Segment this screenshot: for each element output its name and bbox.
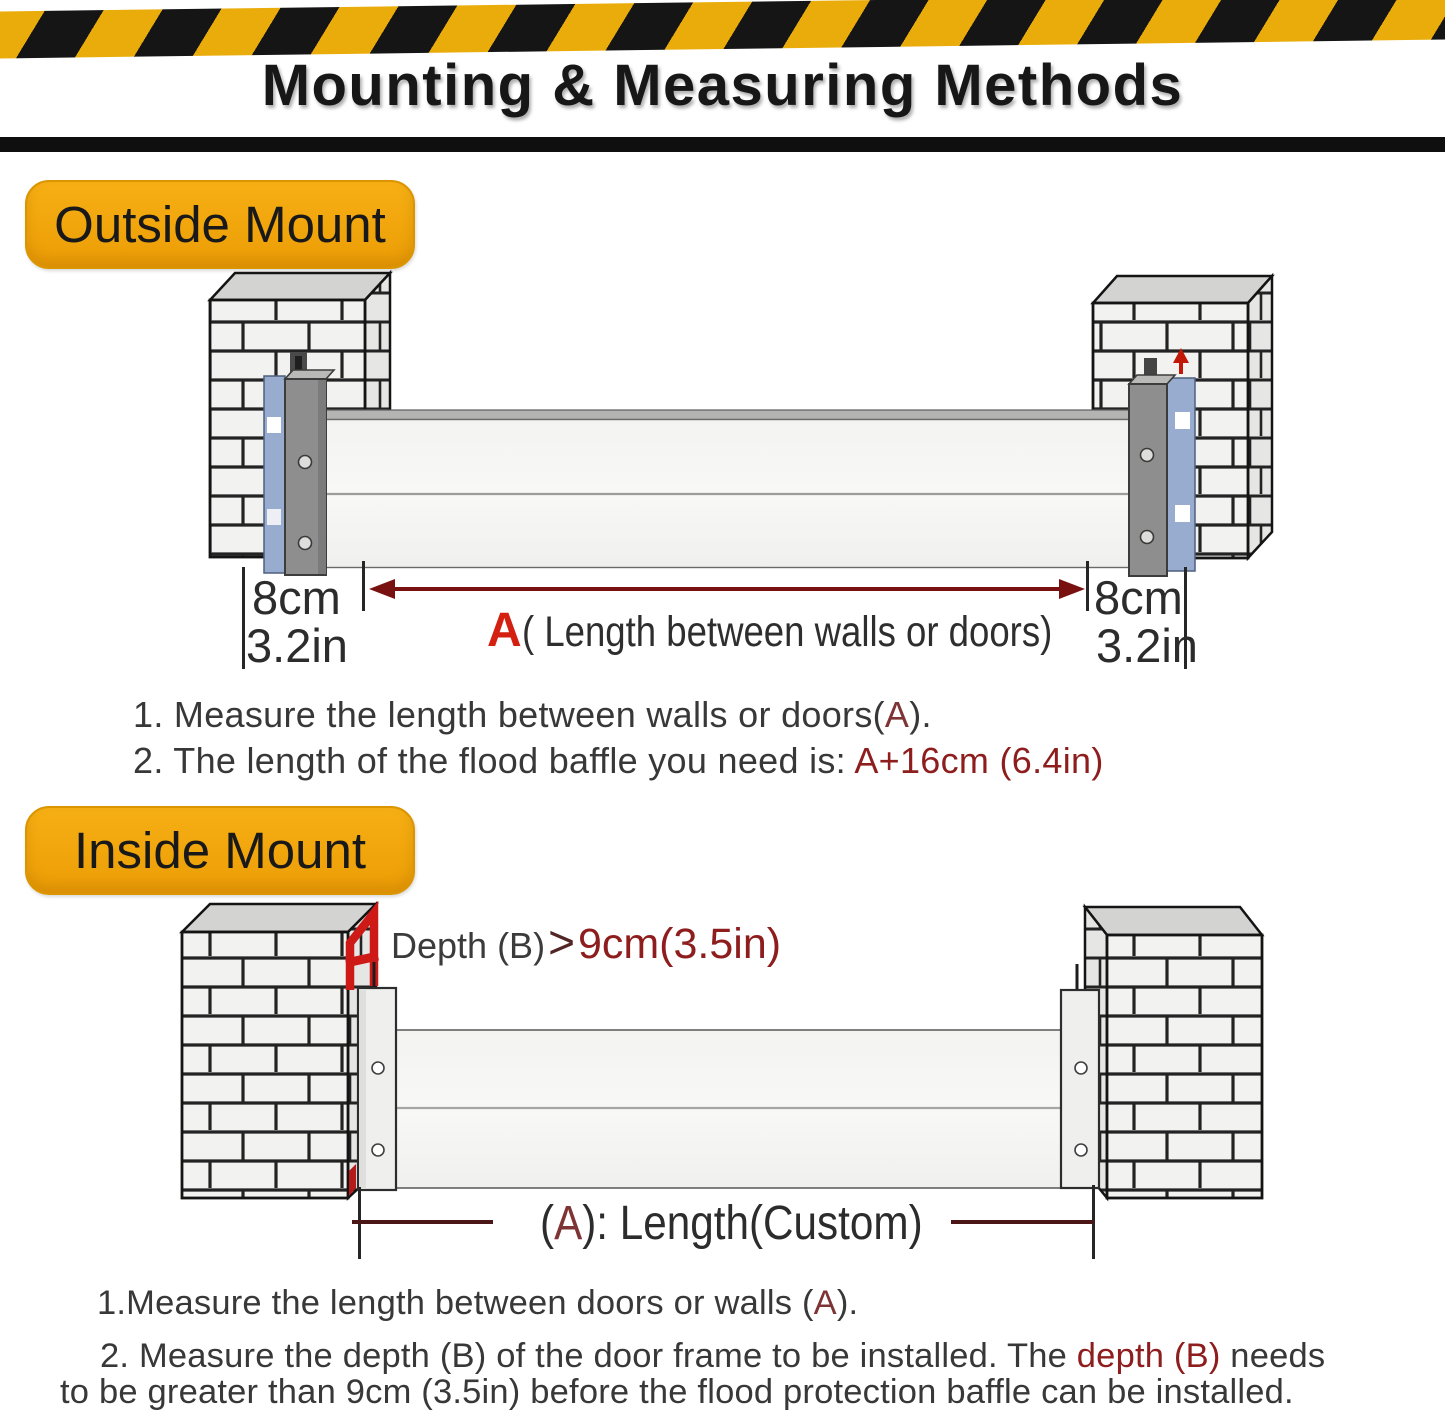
screw-hole-icon [299, 537, 312, 550]
right-pillar-groove [1144, 358, 1157, 375]
hazard-stripe-banner [0, 0, 1445, 59]
outside-instruction-1 [133, 694, 932, 736]
length-a-text: ( Length between walls or doors) [521, 608, 1052, 656]
screw-hole-icon [372, 1062, 384, 1074]
screw-hole-icon [1141, 531, 1154, 544]
inside-mount-badge-label: Inside Mount [73, 822, 366, 879]
length-a-accent: A [487, 604, 522, 657]
instruction-accent: A [884, 694, 910, 735]
inside-instruction-2-cont [60, 1373, 1294, 1412]
outside-mount-badge [25, 180, 415, 269]
right-offset-inch: 3.2in [1096, 619, 1198, 672]
dim-segment-right [951, 1220, 1094, 1224]
inside-instruction-2 [100, 1337, 1325, 1376]
instruction-text: ). [909, 694, 932, 735]
greater-than-icon: > [548, 916, 575, 968]
dim-tick-left [362, 561, 365, 611]
label-text: ): Length(Custom) [582, 1197, 923, 1250]
screw-hole-icon [1141, 449, 1154, 462]
depth-b-value: 9cm(3.5in) [577, 920, 782, 968]
inside-instruction-1 [97, 1284, 858, 1323]
instruction-accent: A [813, 1284, 837, 1322]
left-wall-bracket [264, 376, 285, 573]
left-offset-inch: 3.2in [246, 619, 348, 672]
screw-hole-icon [372, 1144, 384, 1156]
label-accent: A [554, 1197, 583, 1250]
left-mounting-channel [358, 962, 396, 1190]
instruction-accent: A+16cm (6.4in) [854, 740, 1104, 781]
instruction-text: ). [836, 1284, 859, 1322]
label-text: ( [540, 1197, 555, 1250]
length-arrow [369, 578, 1085, 600]
header-divider-bar [0, 137, 1445, 152]
screw-hole-icon [1075, 1144, 1087, 1156]
screw-hole-icon [1075, 1062, 1087, 1074]
instruction-text: to be greater than 9cm (3.5in) before the flood protection baffle can be installed. [60, 1373, 1294, 1411]
right-mounting-channel [1061, 964, 1099, 1188]
left-mounting-channel [285, 370, 334, 575]
right-pillar [1085, 907, 1262, 1198]
dim-segment-left [352, 1220, 493, 1224]
outside-mount-badge-label: Outside Mount [54, 196, 386, 253]
instruction-accent: depth (B) [1076, 1337, 1221, 1375]
outside-instruction-2 [133, 740, 1104, 782]
length-a-label [487, 603, 1146, 658]
depth-b-text: Depth (B) [391, 925, 546, 966]
instruction-text: 1.Measure the length between doors or walls ( [97, 1284, 814, 1322]
length-custom-label [540, 1196, 923, 1251]
left-offset-cm: 8cm [252, 571, 341, 624]
flood-barrier-panel [396, 1030, 1061, 1188]
instruction-text: 1. Measure the length between walls or doors( [133, 694, 885, 735]
inside-mount-badge [25, 806, 415, 895]
right-wall-bracket [1167, 348, 1195, 571]
flood-barrier-panel [326, 410, 1129, 568]
depth-b-label [391, 915, 781, 969]
right-offset-cm: 8cm [1094, 571, 1183, 624]
dim-line-left [242, 567, 245, 669]
instruction-text: 2. Measure the depth (B) of the door frame to be installed. The [100, 1337, 1077, 1375]
screw-hole-icon [299, 456, 312, 469]
page-title: Mounting & Measuring Methods [261, 53, 1184, 118]
instruction-text: 2. The length of the flood baffle you need is: [133, 740, 855, 781]
instruction-text: needs [1220, 1337, 1326, 1375]
